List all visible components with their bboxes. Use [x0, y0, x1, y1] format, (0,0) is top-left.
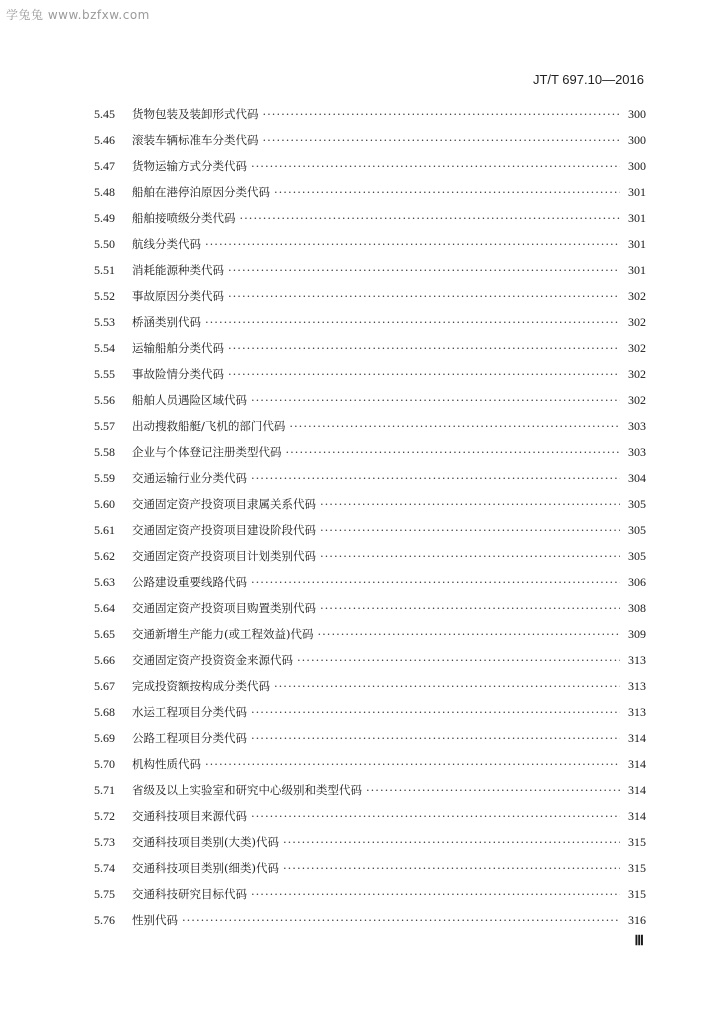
toc-entry[interactable] [94, 335, 646, 361]
toc-entry-title: 消耗能源种类代码 [132, 263, 224, 277]
toc-entry[interactable] [94, 309, 646, 335]
toc-entry-page: 305 [628, 523, 646, 537]
toc-entry-title: 交通科技项目类别(大类)代码 [132, 835, 279, 849]
toc-entry-title: 交通固定资产投资资金来源代码 [132, 653, 293, 667]
toc-entry-number: 5.69 [94, 731, 115, 745]
toc-entry[interactable] [94, 491, 646, 517]
toc-leader-dots [240, 205, 621, 231]
toc-entry-title: 性别代码 [132, 913, 178, 927]
toc-entry-number: 5.56 [94, 393, 115, 407]
toc-entry-title: 完成投资额按构成分类代码 [132, 679, 270, 693]
toc-leader-dots [297, 647, 620, 673]
toc-entry[interactable] [94, 777, 646, 803]
toc-entry-page: 314 [628, 809, 646, 823]
toc-entry[interactable] [94, 725, 646, 751]
toc-entry-title: 出动搜救船艇/飞机的部门代码 [132, 419, 286, 433]
toc-entry-number: 5.57 [94, 419, 115, 433]
toc-entry-number: 5.63 [94, 575, 115, 589]
toc-entry-page: 309 [628, 627, 646, 641]
toc-entry-page: 305 [628, 549, 646, 563]
toc-entry-title: 滚装车辆标准车分类代码 [132, 133, 259, 147]
toc-entry[interactable] [94, 907, 646, 933]
toc-entry-number: 5.48 [94, 185, 115, 199]
toc-entry[interactable] [94, 855, 646, 881]
toc-entry-number: 5.67 [94, 679, 115, 693]
toc-entry-number: 5.60 [94, 497, 115, 511]
toc-entry-page: 315 [628, 835, 646, 849]
toc-entry-page: 308 [628, 601, 646, 615]
toc-entry-page: 302 [628, 393, 646, 407]
page-number: Ⅲ [634, 934, 644, 949]
toc-entry[interactable] [94, 569, 646, 595]
toc-entry-number: 5.46 [94, 133, 115, 147]
toc-leader-dots [251, 465, 620, 491]
toc-leader-dots [263, 127, 621, 153]
toc-entry-number: 5.66 [94, 653, 115, 667]
toc-entry[interactable] [94, 153, 646, 179]
toc-leader-dots [205, 309, 620, 335]
toc-leader-dots [251, 153, 620, 179]
toc-entry-page: 303 [628, 419, 646, 433]
toc-leader-dots [289, 413, 620, 439]
toc-entry-number: 5.68 [94, 705, 115, 719]
toc-entry-page: 315 [628, 861, 646, 875]
toc-leader-dots [205, 231, 620, 257]
toc-leader-dots [366, 777, 620, 803]
watermark: 学兔兔 www.bzfxw.com [6, 8, 150, 22]
toc-entry[interactable] [94, 205, 646, 231]
toc-entry-title: 货物运输方式分类代码 [132, 159, 247, 173]
toc-entry-number: 5.59 [94, 471, 115, 485]
toc-entry-title: 企业与个体登记注册类型代码 [132, 445, 282, 459]
toc-entry-page: 302 [628, 341, 646, 355]
toc-entry-number: 5.49 [94, 211, 115, 225]
toc-entry-page: 301 [628, 185, 646, 199]
toc-entry-page: 301 [628, 211, 646, 225]
toc-leader-dots [320, 543, 620, 569]
toc-entry[interactable] [94, 127, 646, 153]
toc-entry-title: 船舶在港停泊原因分类代码 [132, 185, 270, 199]
toc-leader-dots [228, 257, 620, 283]
toc-leader-dots [320, 491, 620, 517]
toc-leader-dots [205, 751, 620, 777]
toc-leader-dots [263, 101, 621, 127]
toc-entry[interactable] [94, 699, 646, 725]
toc-entry[interactable] [94, 231, 646, 257]
toc-entry[interactable] [94, 257, 646, 283]
toc-entry-title: 省级及以上实验室和研究中心级别和类型代码 [132, 783, 362, 797]
toc-leader-dots [251, 387, 620, 413]
toc-leader-dots [317, 621, 620, 647]
toc-entry-page: 305 [628, 497, 646, 511]
toc-entry-page: 302 [628, 367, 646, 381]
standard-code: JT/T 697.10—2016 [532, 72, 644, 87]
toc-entry-number: 5.76 [94, 913, 115, 927]
toc-entry-number: 5.53 [94, 315, 115, 329]
toc-entry[interactable] [94, 179, 646, 205]
table-of-contents [94, 101, 646, 933]
toc-leader-dots [228, 335, 620, 361]
toc-leader-dots [274, 179, 620, 205]
toc-entry[interactable] [94, 439, 646, 465]
toc-leader-dots [286, 439, 621, 465]
toc-leader-dots [228, 361, 620, 387]
toc-entry[interactable] [94, 673, 646, 699]
toc-entry-page: 313 [628, 653, 646, 667]
toc-entry[interactable] [94, 101, 646, 127]
toc-leader-dots [251, 725, 620, 751]
toc-entry-title: 航线分类代码 [132, 237, 201, 251]
toc-entry[interactable] [94, 621, 646, 647]
toc-entry-page: 300 [628, 107, 646, 121]
toc-entry-page: 313 [628, 705, 646, 719]
toc-entry-title: 公路工程项目分类代码 [132, 731, 247, 745]
toc-entry-page: 314 [628, 757, 646, 771]
toc-entry-number: 5.55 [94, 367, 115, 381]
toc-entry-page: 316 [628, 913, 646, 927]
toc-entry-number: 5.74 [94, 861, 115, 875]
toc-leader-dots [251, 803, 620, 829]
toc-entry-page: 315 [628, 887, 646, 901]
toc-leader-dots [251, 881, 620, 907]
toc-entry[interactable] [94, 595, 646, 621]
toc-entry-number: 5.72 [94, 809, 115, 823]
toc-entry-number: 5.61 [94, 523, 115, 537]
toc-entry[interactable] [94, 803, 646, 829]
toc-entry-title: 交通新增生产能力(或工程效益)代码 [132, 627, 314, 641]
toc-entry[interactable] [94, 465, 646, 491]
toc-entry[interactable] [94, 829, 646, 855]
toc-entry-title: 事故原因分类代码 [132, 289, 224, 303]
toc-leader-dots [283, 855, 620, 881]
toc-entry[interactable] [94, 647, 646, 673]
toc-entry-number: 5.64 [94, 601, 115, 615]
toc-entry-title: 交通科技项目来源代码 [132, 809, 247, 823]
toc-leader-dots [251, 569, 620, 595]
toc-entry-page: 314 [628, 783, 646, 797]
toc-entry[interactable] [94, 413, 646, 439]
toc-entry-title: 机构性质代码 [132, 757, 201, 771]
toc-entry-title: 公路建设重要线路代码 [132, 575, 247, 589]
toc-entry-title: 桥涵类别代码 [132, 315, 201, 329]
toc-entry-number: 5.71 [94, 783, 115, 797]
toc-entry-title: 运输船舶分类代码 [132, 341, 224, 355]
toc-entry-page: 304 [628, 471, 646, 485]
toc-entry-title: 交通运输行业分类代码 [132, 471, 247, 485]
toc-entry-page: 303 [628, 445, 646, 459]
toc-leader-dots [320, 595, 620, 621]
toc-entry-number: 5.51 [94, 263, 115, 277]
toc-entry-page: 313 [628, 679, 646, 693]
toc-entry[interactable] [94, 283, 646, 309]
toc-entry-number: 5.73 [94, 835, 115, 849]
toc-entry-page: 300 [628, 159, 646, 173]
toc-entry-title: 船舶人员遇险区域代码 [132, 393, 247, 407]
toc-entry-page: 301 [628, 263, 646, 277]
toc-entry[interactable] [94, 751, 646, 777]
toc-entry-page: 306 [628, 575, 646, 589]
toc-entry-title: 船舶接喷级分类代码 [132, 211, 236, 225]
toc-entry[interactable] [94, 881, 646, 907]
toc-entry-number: 5.65 [94, 627, 115, 641]
toc-leader-dots [283, 829, 620, 855]
toc-entry-number: 5.47 [94, 159, 115, 173]
toc-entry[interactable] [94, 387, 646, 413]
toc-entry-title: 交通科技研究目标代码 [132, 887, 247, 901]
toc-leader-dots [228, 283, 620, 309]
toc-entry-number: 5.50 [94, 237, 115, 251]
toc-entry[interactable] [94, 543, 646, 569]
toc-entry-page: 301 [628, 237, 646, 251]
toc-entry-number: 5.75 [94, 887, 115, 901]
toc-entry-title: 交通固定资产投资项目计划类别代码 [132, 549, 316, 563]
toc-entry-title: 交通固定资产投资项目购置类别代码 [132, 601, 316, 615]
toc-leader-dots [182, 907, 620, 933]
toc-leader-dots [251, 699, 620, 725]
toc-leader-dots [274, 673, 620, 699]
toc-entry-page: 314 [628, 731, 646, 745]
toc-leader-dots [320, 517, 620, 543]
toc-entry-title: 水运工程项目分类代码 [132, 705, 247, 719]
toc-entry-title: 交通固定资产投资项目隶属关系代码 [132, 497, 316, 511]
toc-entry-title: 货物包装及装卸形式代码 [132, 107, 259, 121]
toc-entry-number: 5.70 [94, 757, 115, 771]
toc-entry-page: 302 [628, 315, 646, 329]
toc-entry[interactable] [94, 517, 646, 543]
toc-entry-page: 302 [628, 289, 646, 303]
toc-entry-title: 交通科技项目类别(细类)代码 [132, 861, 279, 875]
toc-entry[interactable] [94, 361, 646, 387]
toc-entry-title: 交通固定资产投资项目建设阶段代码 [132, 523, 316, 537]
toc-entry-number: 5.54 [94, 341, 115, 355]
toc-entry-title: 事故险情分类代码 [132, 367, 224, 381]
toc-entry-number: 5.62 [94, 549, 115, 563]
toc-entry-number: 5.45 [94, 107, 115, 121]
toc-entry-number: 5.58 [94, 445, 115, 459]
toc-entry-page: 300 [628, 133, 646, 147]
toc-entry-number: 5.52 [94, 289, 115, 303]
